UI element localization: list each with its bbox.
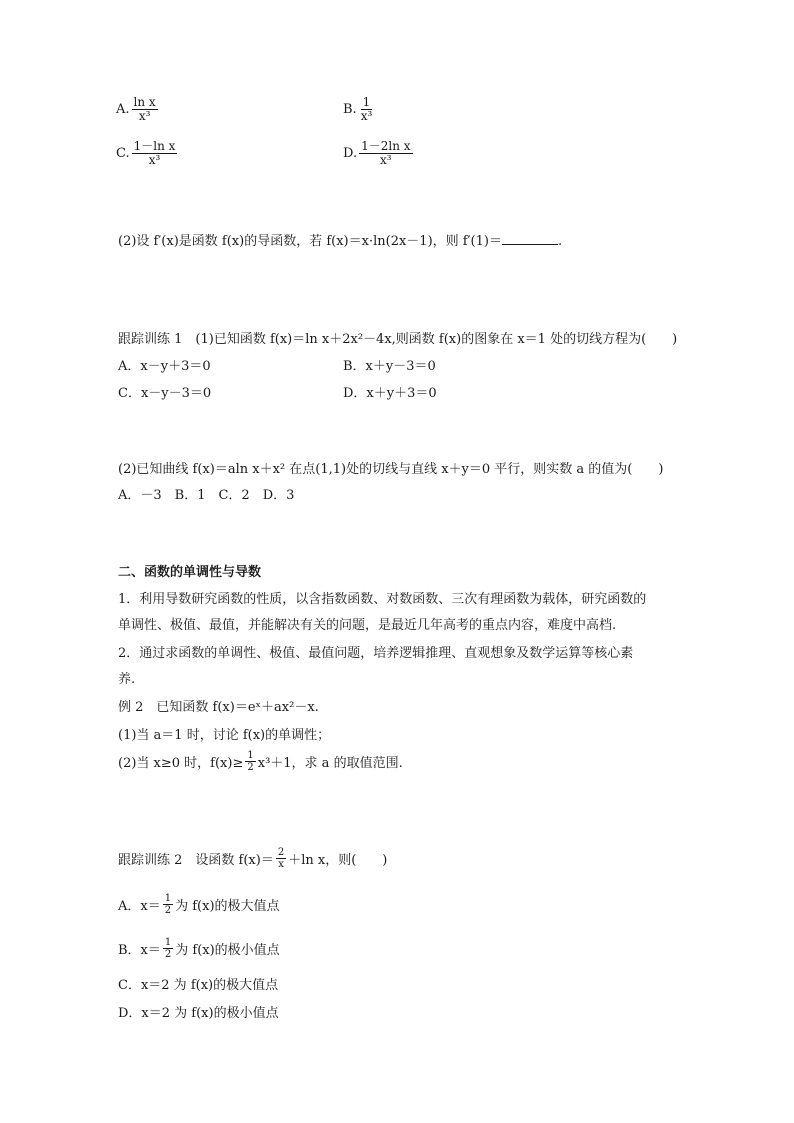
practice-2-option-b: B．x＝ $\frac{1}{2}$ 为 f(x)的极小值点 [118, 937, 280, 960]
question-2: (2)设 f′(x)是函数 f(x)的导函数，若 f(x)＝x·ln(2x－1)，则 f′(1)＝ . [118, 234, 563, 249]
option-b-label: B. [343, 102, 357, 117]
example-2-part-2: (2)当 x≥0 时，f(x)≥ $\frac{1}{2}$ x³＋1，求 a 的取值范围. [118, 750, 403, 773]
section-paragraph-1b: 单调性、极值、最值，并能解决有关的问题，是最近几年高考的重点内容，难度中高档. [118, 618, 617, 633]
practice-1-option-b: B．x＋y－3＝0 [343, 359, 436, 374]
section-paragraph-2b: 养. [118, 672, 136, 687]
practice-1-q2-stem: (2)已知曲线 f(x)＝aln x＋x² 在点(1,1)处的切线与直线 x＋y＝0 平行，则实数 a 的值为( ) [118, 462, 664, 477]
example-2-part-1: (1)当 a＝1 时，讨论 f(x)的单调性； [118, 728, 331, 743]
half-fraction-b: $\frac{1}{2}$ [164, 937, 172, 960]
section-heading: 二、函数的单调性与导数 [118, 565, 262, 580]
practice-1-option-d: D．x＋y＋3＝0 [343, 386, 437, 401]
section-paragraph-2a: 2．通过求函数的单调性、极值、最值问题，培养逻辑推理、直观想象及数学运算等核心素 [118, 646, 634, 661]
example-2-stem: 例 2 已知函数 f(x)＝eˣ＋ax²－x. [118, 700, 319, 715]
option-d-fraction: $\frac{\text{1－2ln x}}{\text{x³}}$ [361, 139, 411, 167]
option-d-label: D. [343, 146, 358, 161]
option-c [116, 140, 179, 167]
option-b [343, 96, 376, 123]
section-paragraph-1a: 1．利用导数研究函数的性质，以含指数函数、对数函数、三次有理函数为载体，研究函数的 [118, 592, 647, 607]
option-a [116, 96, 160, 123]
answer-blank [502, 232, 558, 245]
practice-1-option-a: A．x－y＋3＝0 [118, 359, 211, 374]
half-fraction: $\frac{1}{2}$ [247, 750, 254, 773]
practice-2-option-d: D．x＝2 为 f(x)的极小值点 [118, 1006, 279, 1021]
question-2-text: (2)设 f′(x)是函数 f(x)的导函数，若 f(x)＝x·ln(2x－1)，则 f′(1)＝ [118, 234, 502, 249]
option-a-fraction: $\frac{\text{ln x}}{\text{x³}}$ [133, 95, 156, 123]
practice-2-stem: 跟踪训练 2 设函数 f(x)＝ $\frac{2}{x}$ ＋ln x，则( ) [118, 847, 388, 870]
option-d [343, 140, 415, 167]
practice-1-option-c: C．x－y－3＝0 [118, 386, 212, 401]
half-fraction-a: $\frac{1}{2}$ [164, 893, 172, 916]
practice-2-option-a: A．x＝ $\frac{1}{2}$ 为 f(x)的极大值点 [118, 893, 280, 916]
option-b-fraction: $\frac{1}{\text{x³}}$ [360, 95, 373, 123]
practice-1-stem: 跟踪训练 1 (1)已知函数 f(x)＝ln x＋2x²－4x,则函数 f(x)的图象在 x＝1 处的切线方程为( ) [118, 332, 678, 347]
two-over-x-fraction: $\frac{2}{x}$ [277, 847, 285, 870]
option-c-label: C. [116, 146, 130, 161]
option-c-fraction: $\frac{\text{1－ln x}}{\text{x³}}$ [133, 139, 176, 167]
practice-1-q2-options: A．－3 B．1 C．2 D．3 [118, 488, 295, 503]
option-a-label: A. [116, 102, 130, 117]
practice-2-option-c: C．x＝2 为 f(x)的极大值点 [118, 978, 279, 993]
